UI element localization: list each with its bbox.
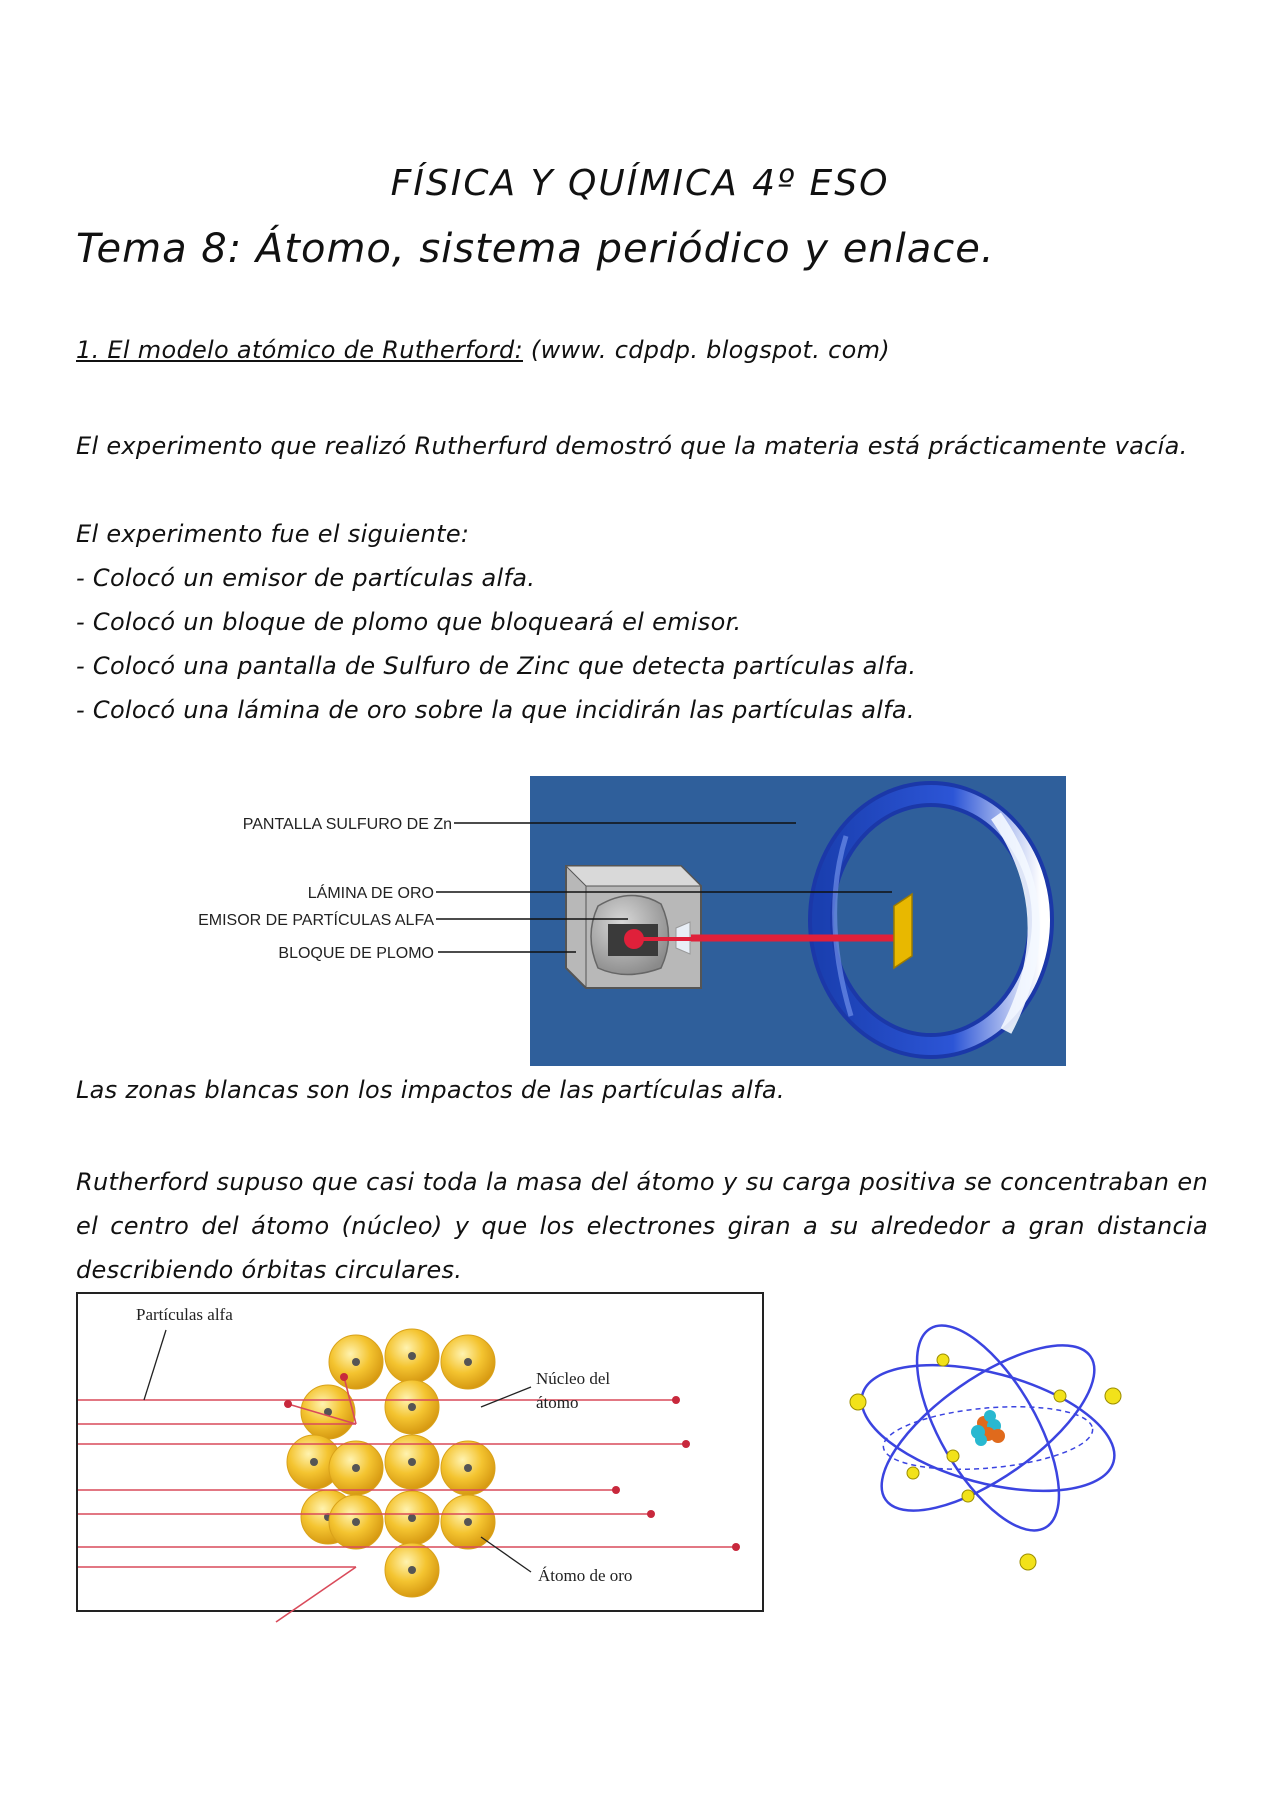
section-source: (www. cdpdp. blogspot. com) (530, 336, 890, 364)
scattering-figure (76, 1292, 764, 1612)
label-nucleus-1: Núcleo del (536, 1369, 611, 1388)
alpha-particle (340, 1373, 348, 1381)
lead-block (566, 866, 701, 988)
label-gold-atom: Átomo de oro (538, 1566, 633, 1585)
label-screen: PANTALLA SULFURO DE Zn (242, 816, 452, 833)
alpha-particle (647, 1510, 655, 1518)
gold-nucleus (352, 1358, 360, 1366)
alpha-particle (682, 1440, 690, 1448)
gold-nucleus (408, 1458, 416, 1466)
topic-title: Tema 8: Átomo, sistema periódico y enlace. (76, 226, 995, 272)
electrons (850, 1354, 1121, 1570)
label-foil: LÁMINA DE ORO (307, 885, 434, 902)
gold-nucleus (408, 1403, 416, 1411)
apparatus-figure (198, 776, 1066, 1066)
label-nucleus-2: átomo (536, 1393, 579, 1412)
atom-nucleus (971, 1410, 1005, 1446)
rutherford-paragraph: Rutherford supuso que casi toda la masa del átomo y su carga positiva se concentraban en el centro del átomo (núcleo) y que los electrones giran a su alrededor a gran distancia describiendo órbitas circulares. (76, 1168, 1208, 1284)
label-emitter: EMISOR DE PARTÍCULAS ALFA (198, 912, 434, 929)
gold-nucleus (464, 1358, 472, 1366)
gold-nucleus (464, 1464, 472, 1472)
gold-nucleus (464, 1518, 472, 1526)
atom-model-figure (838, 1308, 1138, 1598)
gold-nucleus (310, 1458, 318, 1466)
list-item: - Colocó un bloque de plomo que bloqueará el emisor. (76, 608, 742, 636)
gold-nucleus (408, 1352, 416, 1360)
gold-foil (894, 894, 912, 968)
list-lead: El experimento fue el siguiente: (76, 520, 470, 548)
alpha-particle (284, 1400, 292, 1408)
list-item: - Colocó un emisor de partículas alfa. (76, 564, 536, 592)
section-heading-text: 1. El modelo atómico de Rutherford: (76, 336, 523, 364)
experiment-list (76, 512, 1208, 732)
gold-nucleus (408, 1514, 416, 1522)
alpha-particle (612, 1486, 620, 1494)
section-heading (76, 336, 890, 364)
alpha-particle (732, 1543, 740, 1551)
label-block: BLOQUE DE PLOMO (278, 945, 434, 962)
list-item: - Colocó una pantalla de Sulfuro de Zinc que detecta partículas alfa. (76, 652, 917, 680)
intro-paragraph: El experimento que realizó Rutherfurd demostró que la materia está prácticamente vacía. (76, 432, 1188, 460)
gold-nucleus (352, 1464, 360, 1472)
gold-nucleus (352, 1518, 360, 1526)
alpha-particle (672, 1396, 680, 1404)
page-title: FÍSICA Y QUÍMICA 4º ESO (390, 163, 890, 204)
list-item: - Colocó una lámina de oro sobre la que incidirán las partículas alfa. (76, 696, 915, 724)
gold-nucleus (408, 1566, 416, 1574)
figure-caption: Las zonas blancas son los impactos de las partículas alfa. (76, 1076, 785, 1104)
label-particles: Partículas alfa (136, 1305, 233, 1324)
